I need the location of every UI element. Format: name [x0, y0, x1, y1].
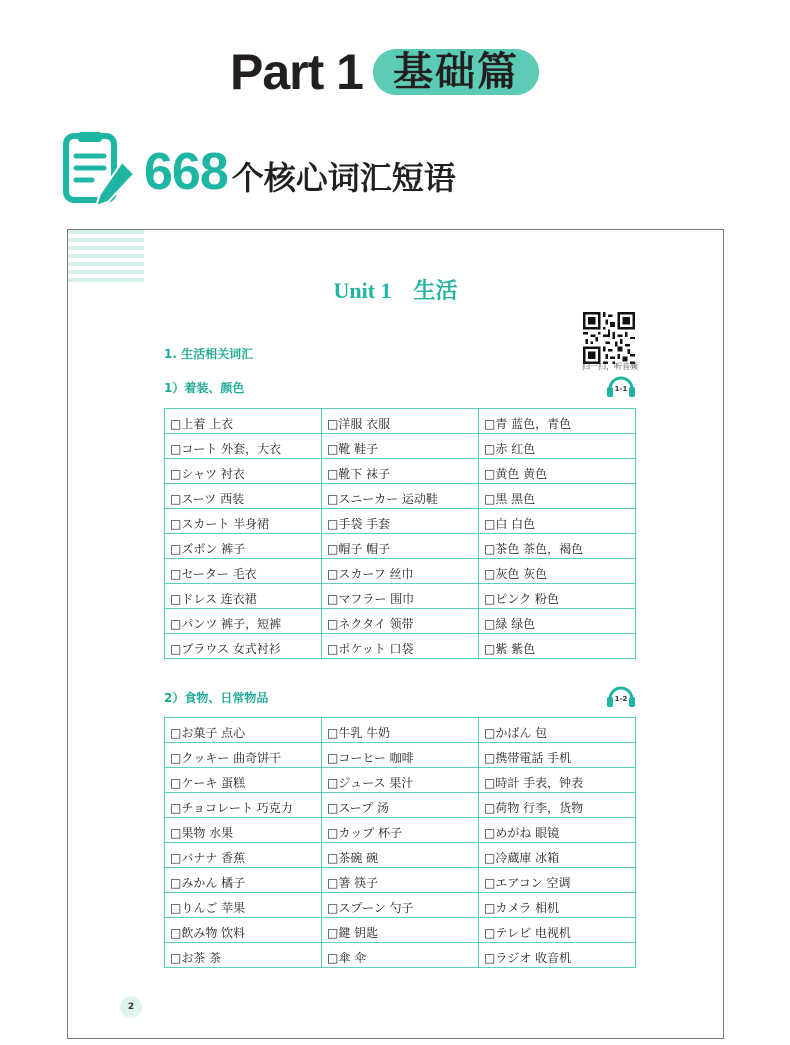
- vocab-cell[interactable]: □パンツ 裤子，短裤: [165, 609, 322, 634]
- vocab-cell[interactable]: □スニーカー 运动鞋: [322, 484, 479, 509]
- vocab-cell[interactable]: □カップ 杯子: [322, 818, 479, 843]
- table-row: [165, 509, 636, 534]
- vocab-cell[interactable]: □緑 绿色: [479, 609, 636, 634]
- unit-title: Unit 1 生活: [333, 278, 458, 303]
- part-label: Part 1: [230, 44, 363, 100]
- vocab-cell[interactable]: □ブラウス 女式衬衫: [165, 634, 322, 659]
- qr-code-icon[interactable]: [583, 312, 635, 364]
- table-row: [165, 718, 636, 743]
- vocab-title: [62, 132, 456, 212]
- vocab-cell[interactable]: □黄色 黄色: [479, 459, 636, 484]
- audio-track-number: 1-1: [614, 385, 628, 393]
- vocab-cell[interactable]: □りんご 苹果: [165, 893, 322, 918]
- vocab-cell[interactable]: □靴 鞋子: [322, 434, 479, 459]
- vocab-cell[interactable]: □携帯電話 手机: [479, 743, 636, 768]
- vocab-cell[interactable]: □お菓子 点心: [165, 718, 322, 743]
- table-row: [165, 634, 636, 659]
- vocab-cell[interactable]: □バナナ 香蕉: [165, 843, 322, 868]
- vocab-cell[interactable]: □茶色 茶色，褐色: [479, 534, 636, 559]
- qr-caption: 扫一扫，听音频: [582, 362, 638, 371]
- audio-track-number: 1-2: [614, 695, 628, 703]
- vocab-cell[interactable]: □牛乳 牛奶: [322, 718, 479, 743]
- table-row: [165, 768, 636, 793]
- vocab-cell[interactable]: □冷蔵庫 冰箱: [479, 843, 636, 868]
- vocab-cell[interactable]: □コート 外套，大衣: [165, 434, 322, 459]
- book-page: [67, 229, 724, 1039]
- table-row: [165, 818, 636, 843]
- vocab-table-food: [164, 717, 636, 968]
- table-row: [165, 868, 636, 893]
- vocab-cell[interactable]: □めがね 眼镜: [479, 818, 636, 843]
- vocab-cell[interactable]: □チョコレート 巧克力: [165, 793, 322, 818]
- vocab-cell[interactable]: □テレビ 电视机: [479, 918, 636, 943]
- headphones-icon[interactable]: [606, 683, 636, 709]
- vocab-cell[interactable]: □シャツ 衬衣: [165, 459, 322, 484]
- table-row: [165, 409, 636, 434]
- vocab-cell[interactable]: □マフラー 围巾: [322, 584, 479, 609]
- subsection-heading-clothing: 1）着装、颜色: [164, 381, 245, 395]
- vocab-cell[interactable]: □ポケット 口袋: [322, 634, 479, 659]
- table-row: [165, 584, 636, 609]
- vocab-cell[interactable]: □傘 伞: [322, 943, 479, 968]
- vocab-cell[interactable]: □お茶 茶: [165, 943, 322, 968]
- vocab-cell[interactable]: □ジュース 果汁: [322, 768, 479, 793]
- vocab-cell[interactable]: □スプーン 勺子: [322, 893, 479, 918]
- page-number: 2: [120, 996, 142, 1018]
- table-row: [165, 484, 636, 509]
- part-badge-text: 基础篇: [392, 49, 519, 95]
- vocab-cell[interactable]: □ネクタイ 领带: [322, 609, 479, 634]
- vocab-cell[interactable]: □クッキー 曲奇饼干: [165, 743, 322, 768]
- vocab-cell[interactable]: □ケーキ 蛋糕: [165, 768, 322, 793]
- table-row: [165, 534, 636, 559]
- vocab-cell[interactable]: □果物 水果: [165, 818, 322, 843]
- vocab-table-clothing: [164, 408, 636, 659]
- vocab-cell[interactable]: □青 蓝色，青色: [479, 409, 636, 434]
- table-row: [165, 843, 636, 868]
- subsection-heading-food: 2）食物、日常物品: [164, 691, 269, 705]
- vocab-cell[interactable]: □上着 上衣: [165, 409, 322, 434]
- vocab-cell[interactable]: □スカート 半身裙: [165, 509, 322, 534]
- vocab-cell[interactable]: □カメラ 相机: [479, 893, 636, 918]
- vocab-cell[interactable]: □茶碗 碗: [322, 843, 479, 868]
- vocab-cell[interactable]: □黒 黑色: [479, 484, 636, 509]
- table-row: [165, 559, 636, 584]
- vocab-cell[interactable]: □荷物 行李，货物: [479, 793, 636, 818]
- part-badge: [373, 49, 539, 95]
- vocab-cell[interactable]: □飲み物 饮料: [165, 918, 322, 943]
- vocab-cell[interactable]: □白 白色: [479, 509, 636, 534]
- vocab-cell[interactable]: □エアコン 空调: [479, 868, 636, 893]
- vocab-cell[interactable]: □スカーフ 丝巾: [322, 559, 479, 584]
- vocab-cell[interactable]: □スーツ 西装: [165, 484, 322, 509]
- vocab-cell[interactable]: □ズボン 裤子: [165, 534, 322, 559]
- headphones-icon[interactable]: [606, 373, 636, 399]
- vocab-cell[interactable]: □鍵 钥匙: [322, 918, 479, 943]
- vocab-cell[interactable]: □紫 紫色: [479, 634, 636, 659]
- vocab-cell[interactable]: □箸 筷子: [322, 868, 479, 893]
- vocab-cell[interactable]: □セーター 毛衣: [165, 559, 322, 584]
- vocab-cell[interactable]: □靴下 袜子: [322, 459, 479, 484]
- vocab-cell[interactable]: □コーヒー 咖啡: [322, 743, 479, 768]
- table-row: [165, 434, 636, 459]
- table-row: [165, 793, 636, 818]
- part-title: [230, 44, 539, 100]
- table-row: [165, 459, 636, 484]
- vocab-cell[interactable]: □洋服 衣服: [322, 409, 479, 434]
- table-row: [165, 893, 636, 918]
- vocab-cell[interactable]: □ドレス 连衣裙: [165, 584, 322, 609]
- section-heading: 1. 生活相关词汇: [164, 347, 254, 361]
- vocab-cell[interactable]: □赤 红色: [479, 434, 636, 459]
- table-row: [165, 943, 636, 968]
- vocab-cell[interactable]: □帽子 帽子: [322, 534, 479, 559]
- vocab-cell[interactable]: □手袋 手套: [322, 509, 479, 534]
- vocab-cell[interactable]: □ラジオ 收音机: [479, 943, 636, 968]
- vocab-count: 668: [144, 143, 228, 201]
- vocab-cell[interactable]: □スープ 汤: [322, 793, 479, 818]
- vocab-cell[interactable]: □ピンク 粉色: [479, 584, 636, 609]
- vocab-cell[interactable]: □かばん 包: [479, 718, 636, 743]
- vocab-cell[interactable]: □時計 手表，钟表: [479, 768, 636, 793]
- vocab-heading-text: 个核心词汇短语: [231, 159, 456, 197]
- table-row: [165, 609, 636, 634]
- vocab-cell[interactable]: □灰色 灰色: [479, 559, 636, 584]
- vocab-cell[interactable]: □みかん 橘子: [165, 868, 322, 893]
- table-row: [165, 918, 636, 943]
- notepad-pen-icon: [62, 132, 138, 212]
- table-row: [165, 743, 636, 768]
